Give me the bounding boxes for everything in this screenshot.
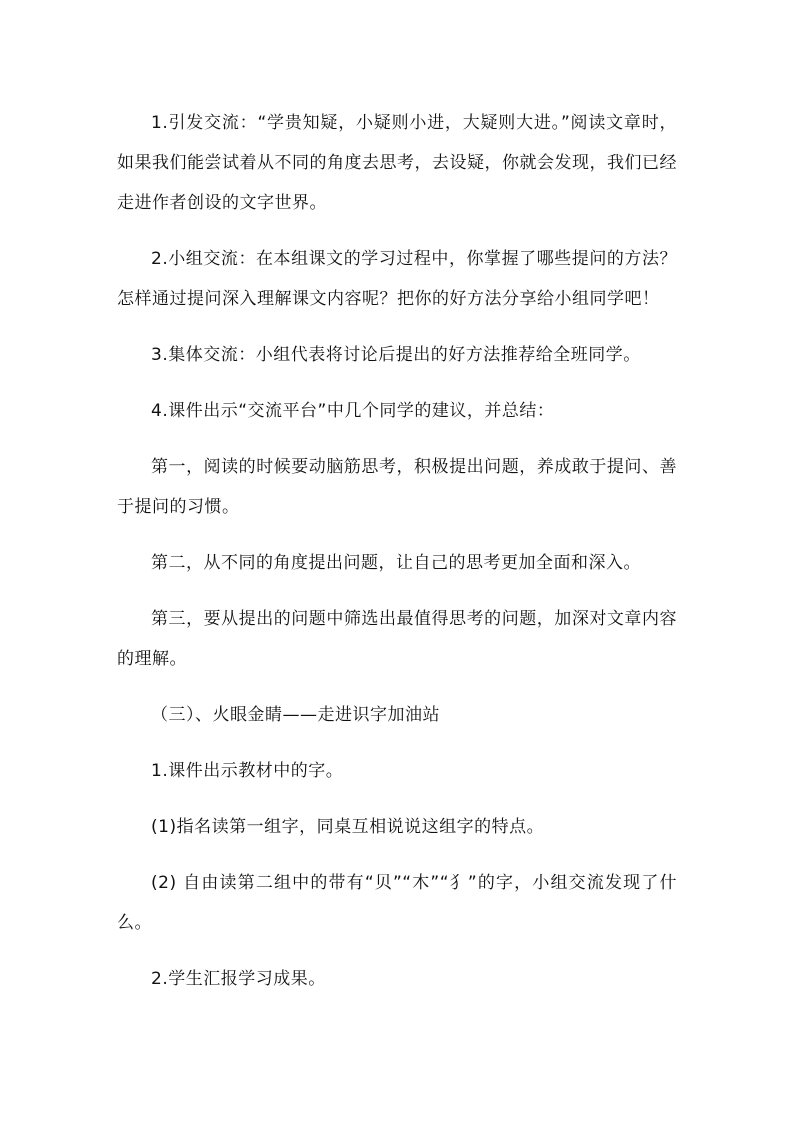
paragraph-exchange-intro: 1.引发交流：“学贵知疑，小疑则小进，大疑则大进。”阅读文章时，如果我们能尝试着从不同的角度去思考，去设疑，你就会发现，我们已经走进作者创设的文字世界。 bbox=[117, 113, 677, 213]
paragraph-show-characters: 1.课件出示教材中的字。 bbox=[151, 761, 344, 781]
section-heading-literacy: （三）、火眼金睛——走进识字加油站 bbox=[151, 705, 440, 725]
document-body bbox=[117, 103, 677, 1015]
paragraph-first-point: 第一，阅读的时候要动脑筋思考，积极提出问题，养成敢于提问、善于提问的习惯。 bbox=[117, 457, 677, 517]
paragraph-student-report: 2.学生汇报学习成果。 bbox=[151, 969, 326, 989]
paragraph-courseware-suggestions: 4.课件出示“交流平台”中几个同学的建议，并总结： bbox=[151, 401, 555, 421]
paragraph-read-group-one: (1)指名读第一组字，同桌互相说说这组字的特点。 bbox=[151, 817, 545, 837]
paragraph-group-exchange: 2.小组交流：在本组课文的学习过程中，你掌握了哪些提问的方法？怎样通过提问深入理解课文内容呢？把你的好方法分享给小组同学吧！ bbox=[117, 249, 677, 309]
paragraph-third-point: 第三，要从提出的问题中筛选出最值得思考的问题，加深对文章内容的理解。 bbox=[117, 609, 677, 669]
paragraph-second-point: 第二，从不同的角度提出问题，让自己的思考更加全面和深入。 bbox=[151, 553, 641, 573]
paragraph-class-exchange: 3.集体交流：小组代表将讨论后提出的好方法推荐给全班同学。 bbox=[151, 345, 641, 365]
paragraph-read-group-two: (2) 自由读第二组中的带有“贝”“木”“犭”的字，小组交流发现了什么。 bbox=[117, 873, 677, 933]
